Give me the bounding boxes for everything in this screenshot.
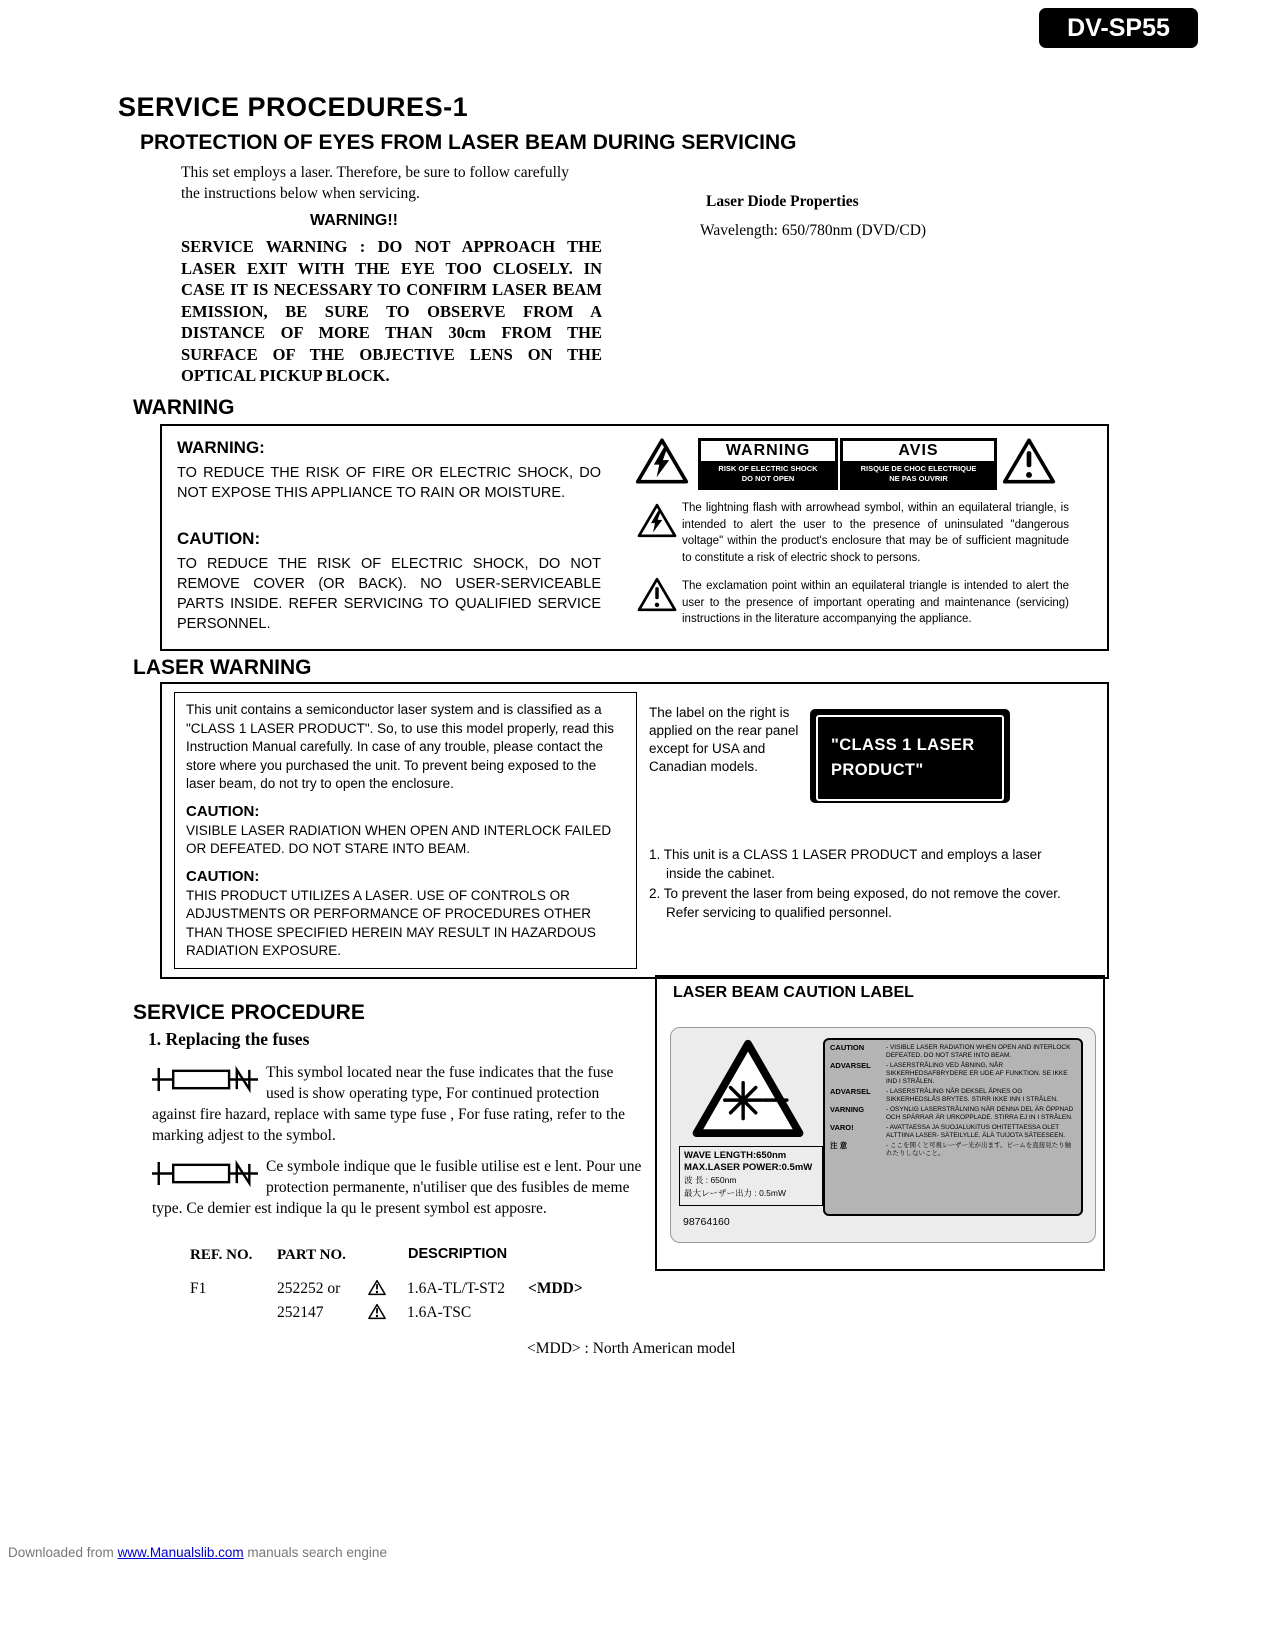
laser-diode-properties-heading: Laser Diode Properties xyxy=(706,193,859,210)
item-number: 2. xyxy=(649,886,661,901)
exclamation-note: The exclamation point within an equilateral triangle is intended to alert the user to the presence of important operating and maintenance (servicing) instructions in the literature accompanying the appliance. xyxy=(682,580,1069,625)
table-cell-ref: F1 xyxy=(190,1280,207,1297)
warning-section-heading: WARNING xyxy=(133,396,235,419)
item-number: 1. xyxy=(649,847,661,862)
laser-note-item-2 xyxy=(649,884,1078,922)
footer-prefix: Downloaded from xyxy=(8,1545,118,1560)
caution-row-label: CAUTION xyxy=(830,1043,865,1052)
table-cell-part: 252147 xyxy=(277,1304,324,1321)
caution-row xyxy=(830,1044,1076,1060)
wavelength-text: Wavelength: 650/780nm (DVD/CD) xyxy=(700,222,927,239)
page-title: SERVICE PROCEDURES-1 xyxy=(118,92,469,122)
risk-of-shock-box xyxy=(698,438,838,490)
table-cell-part: 252252 or xyxy=(277,1280,341,1297)
fuse-note-fr xyxy=(152,1156,652,1219)
caution-row-label: ADVARSEL xyxy=(830,1087,871,1096)
warning-exclaim-heading: WARNING!! xyxy=(310,212,398,229)
jp-wave-length-text: 波 長 : 650nm xyxy=(684,1175,737,1185)
wave-length-box xyxy=(679,1146,823,1206)
service-procedure-heading: SERVICE PROCEDURE xyxy=(133,1001,365,1024)
risk-box-line1: RISK OF ELECTRIC SHOCK xyxy=(718,464,818,473)
laser-warning-section-heading: LASER WARNING xyxy=(133,656,312,679)
table-cell-description: 1.6A-TL/T-ST2 xyxy=(407,1280,506,1297)
caution-row-label: 注 意 xyxy=(830,1141,848,1150)
eye-protection-intro: This set employs a laser. Therefore, be sure to follow carefully the instructions below when servicing. xyxy=(181,164,569,202)
warning-triangle-icon xyxy=(368,1279,386,1296)
fuse-note-fr-text: Ce symbole indique que le fusible utilise est e lent. Pour une protection permanente, n'utiliser que des fusibles de meme type. Ce demier est indique la qu le present symbol est apposre. xyxy=(152,1158,642,1217)
jp-max-power-text: 最大レーザー出力 : 0.5mW xyxy=(684,1188,787,1198)
lightning-triangle-icon xyxy=(637,502,677,539)
manualslib-link[interactable]: www.Manualslib.com xyxy=(117,1545,244,1560)
caution-row-text: - LASERSTRÅLING NÅR DEKSEL ÅPNES OG SIKKERHEDSLÅS BRYTES. STIRR IKKE INN I STRÅLEN. xyxy=(886,1088,1058,1103)
exclamation-triangle-icon xyxy=(637,576,677,613)
fuse-symbol-icon xyxy=(152,1065,258,1094)
caution-row xyxy=(830,1106,1076,1122)
warning-box xyxy=(160,424,1109,651)
fuse-note-en xyxy=(152,1062,644,1146)
caution-row-text: - LASERSTRÅLING VED ÅBNING, NÅR SIKKERHEDSAFBRYDERE ER UDE AF FUNKTION. SE IKKE IND I STRÅLEN. xyxy=(886,1062,1068,1085)
laser-note-item-1 xyxy=(649,845,1078,883)
table-cell-description: 1.6A-TSC xyxy=(407,1304,472,1321)
model-number: DV-SP55 xyxy=(1067,13,1170,42)
laser-caution2-text: THIS PRODUCT UTILIZES A LASER. USE OF CONTROLS OR ADJUSTMENTS OR PERFORMANCE OF PROCEDURES OTHER THAN THOSE SPECIFIED HEREIN MAY RESULT IN HAZARDOUS RADIATION EXPOSURE. xyxy=(186,887,596,958)
table-cell-model-tag: <MDD> xyxy=(528,1280,583,1297)
lightning-triangle-icon xyxy=(635,436,689,486)
fuse-symbol-icon xyxy=(152,1159,258,1188)
replacing-fuses-title: 1. Replacing the fuses xyxy=(148,1029,310,1049)
laser-caution1-label: CAUTION: xyxy=(186,802,260,820)
fuse-note-en-text: This symbol located near the fuse indicates that the fuse used is show operating type, For continued protection against fire hazard, replace with same type fuse , For fuse rating, refer to the marking adjest to the symbol. xyxy=(152,1064,625,1144)
caution-label: CAUTION: xyxy=(177,529,261,548)
caution-row-text: - VISIBLE LASER RADIATION WHEN OPEN AND INTERLOCK DEFEATED. DO NOT STARE INTO BEAM. xyxy=(886,1044,1071,1059)
max-power-text: MAX.LASER POWER:0.5mW xyxy=(684,1162,813,1173)
avis-box-line2: NE PAS OUVRIR xyxy=(889,474,948,483)
rear-panel-label-note: The label on the right is applied on the rear panel except for USA and Canadian models. xyxy=(649,705,799,774)
caution-row xyxy=(830,1142,1076,1158)
caution-row xyxy=(830,1124,1076,1140)
class1-label-line1: "CLASS 1 LASER xyxy=(831,736,975,754)
caution-row-text: - ここを開くと可視レーザー光が出ます。ビームを直接見たり触れたりしないこと。 xyxy=(886,1142,1072,1157)
class1-laser-product-label xyxy=(810,709,1010,803)
caution-row-label: VARNING xyxy=(830,1105,865,1114)
laser-warning-box xyxy=(160,682,1109,979)
item-text: This unit is a CLASS 1 LASER PRODUCT and employs a laser inside the cabinet. xyxy=(663,847,1042,881)
caution-label-graphic xyxy=(670,1027,1096,1243)
caution-row-label: ADVARSEL xyxy=(830,1061,871,1070)
class1-inner-box xyxy=(174,692,637,969)
laser-warning-triangle-icon xyxy=(689,1036,807,1139)
avis-box-line1: RISQUE DE CHOC ELECTRIQUE xyxy=(860,464,977,473)
multilanguage-caution-block xyxy=(823,1038,1083,1216)
footer-suffix: manuals search engine xyxy=(243,1545,387,1560)
class1-text: This unit contains a semiconductor laser system and is classified as a "CLASS 1 LASER PRODUCT". So, to use this model properly, read this Instruction Manual carefully. In case of any trouble, please contact the store where you purchased the unit. To prevent being exposed to the laser beam, do not try to open the enclosure. xyxy=(186,702,615,791)
warning-triangle-icon xyxy=(368,1303,386,1320)
model-badge xyxy=(1039,8,1198,48)
exclamation-triangle-icon xyxy=(1002,436,1056,486)
caution-row-label: VARO! xyxy=(830,1123,854,1132)
table-header-part-no: PART NO. xyxy=(277,1247,346,1263)
item-text: To prevent the laser from being exposed, do not remove the cover. Refer servicing to qualified personnel. xyxy=(663,886,1061,920)
mdd-note: <MDD> : North American model xyxy=(527,1340,736,1357)
laser-caution2-label: CAUTION: xyxy=(186,867,260,885)
caution-row-text: - AVATTAESSA JA SUOJALUKITUS OHITETTAESSA OLET ALTTIINA LASER- SÄTEILYLLE. ÄLÄ TUIJOTA SÄTEESEEN. xyxy=(886,1124,1066,1139)
risk-box-line2: DO NOT OPEN xyxy=(741,474,795,483)
footer xyxy=(8,1545,387,1560)
caution-row xyxy=(830,1088,1076,1104)
avis-box xyxy=(840,438,997,490)
caution-row-text: - OSYNLIG LASERSTRÅLNING NÄR DENNA DEL ÄR ÖPPNAD OCH SPÄRRAR ÄR URKOPPLADE. STIRRA EJ IN I STRÅLEN. xyxy=(886,1106,1074,1121)
class1-label-line2: PRODUCT" xyxy=(831,761,924,779)
laser-caution1-text: VISIBLE LASER RADIATION WHEN OPEN AND INTERLOCK FAILED OR DEFEATED. DO NOT STARE INTO BEAM. xyxy=(186,822,612,856)
table-header-description: DESCRIPTION xyxy=(408,1246,508,1262)
risk-box-title: WARNING xyxy=(725,442,811,459)
warning-label: WARNING: xyxy=(177,438,265,457)
wave-length-text: WAVE LENGTH:650nm xyxy=(684,1150,787,1161)
section-title-eye-protection: PROTECTION OF EYES FROM LASER BEAM DURING SERVICING xyxy=(140,131,797,154)
lightning-note: The lightning flash with arrowhead symbol, within an equilateral triangle, is intended to alert the user to the presence of uninsulated "dangerous voltage" within the product's enclosure that may be of sufficient magnitude to constitute a risk of electric shock to persons. xyxy=(682,502,1069,564)
caution-text: TO REDUCE THE RISK OF ELECTRIC SHOCK, DO NOT REMOVE COVER (OR BACK). NO USER-SERVICEABLE PARTS INSIDE. REFER SERVICING TO QUALIFIED SERVICE PERSONNEL. xyxy=(177,556,601,632)
laser-beam-caution-label-box xyxy=(655,975,1105,1271)
warning-text: TO REDUCE THE RISK OF FIRE OR ELECTRIC SHOCK, DO NOT EXPOSE THIS APPLIANCE TO RAIN OR MOISTURE. xyxy=(177,465,601,501)
caution-label-heading: LASER BEAM CAUTION LABEL xyxy=(673,984,914,1001)
label-part-number: 98764160 xyxy=(683,1216,730,1228)
service-warning-text: SERVICE WARNING : DO NOT APPROACH THE LASER EXIT WITH THE EYE TOO CLOSELY. IN CASE IT IS NECESSARY TO CONFIRM LASER BEAM EMISSION, BE SURE TO OBSERVE FROM A DISTANCE OF MORE THAN 30cm FROM THE SURFACE OF THE OBJECTIVE LENS ON THE OPTICAL PICKUP BLOCK. xyxy=(181,237,602,385)
table-header-ref-no: REF. NO. xyxy=(190,1247,253,1263)
avis-box-title: AVIS xyxy=(898,442,939,459)
caution-row xyxy=(830,1062,1076,1086)
